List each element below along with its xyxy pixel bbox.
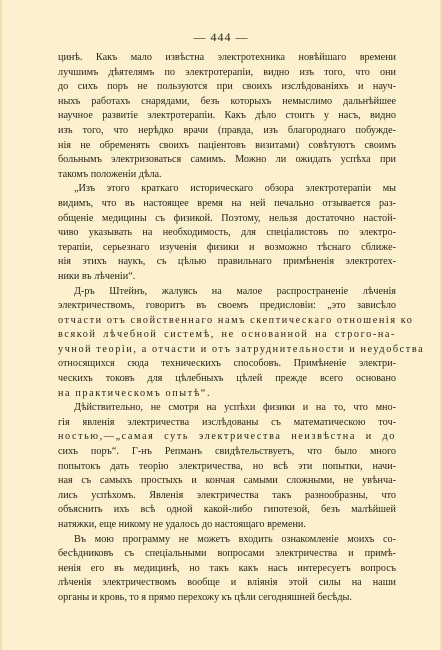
text-line: органы и кровь, то я прямо перехожу къ цѣли сегодняшней бесѣды. [58,591,352,603]
text-line: бесѣдниковъ съ спеціальными вопросами электричества и примѣ- [58,548,396,560]
text-line: Дѣйствительно, не смотря на успѣхи физики и на то, что мно- [74,402,396,414]
text-line: ныхъ работахъ снарядами, безъ которыхъ немыслимо дальнѣйшее [58,95,396,107]
text-line: ненія его въ медицинѣ, но такъ какъ насъ интересуетъ вопросъ [58,562,396,574]
text-line: учной теоріи, а отчасти и отъ затруднительности и неудобства [58,343,425,355]
text-line: относящихся сюда техническихъ способовъ. Примѣненіе электри- [58,358,396,370]
text-line: видимъ, что въ настоящее время на ней печально отзывается раз- [58,197,396,209]
text-line: научное развитіе электротерапіи. Какъ дѣло стоитъ у насъ, видно [58,110,396,122]
text-line: цинѣ. Какъ мало извѣстна электротехника новѣйшаго времени [58,52,396,63]
text-line: гія явленія электричества изслѣдованы съ математическою точ- [58,416,396,428]
text-line: отчасти отъ свойственнаго намъ скептическаго отношенія ко [58,314,414,326]
text-line: до сихъ поръ не пользуются при своихъ изслѣдованіяхъ и науч- [58,81,396,93]
text-line: лучшимъ дѣятелямъ по электротерапіи, видно изъ того, что они [58,66,396,78]
text-line: ностью,—„самая суть электричества неизвѣстна и до [58,431,396,443]
text-line: сихъ поръ“. Г-нъ Репманъ свидѣтельствуетъ, что было много [58,446,396,458]
text-line: изъ того, что нерѣдко врачи (правда, изъ благороднаго побужде- [58,124,396,136]
text-line: натяжки, еще никому не удалось до настоящаго времени. [58,519,306,530]
text-line: ники въ лѣченіи“. [58,270,136,282]
text-line: ная съ самыхъ простыхъ и кончая самыми сложными, не увѣнча- [58,475,396,487]
text-line: Д-ръ Штейнъ, жалуясь на малое распространеніе лѣченія [74,285,396,297]
text-line: нія не обременять своихъ паціентовъ визитами) совѣтуютъ своимъ [58,139,396,151]
text-line: такомъ положеніи дѣла. [58,168,162,180]
body-text [58,51,425,606]
text-line: общеніе медицины съ физикой. Поэтому, нельзя достаточно настой- [58,212,396,224]
text-line: попытокъ дать теорію электричества, но всѣ эти попытки, начи- [58,460,396,472]
text-line: на практическомъ опытѣ“. [58,387,212,399]
text-line: больнымъ электризоваться самимъ. Можно ли ожидать успѣха при [58,154,396,166]
text-line: Въ мою программу не можетъ входить ознакомленіе моихъ со- [74,533,396,545]
text-line: терапіи, серьезнаго изученія физики и возможно тѣснаго сближе- [58,241,396,253]
text-line: ческихъ токовъ для цѣлебныхъ цѣлей прежде всего основано [58,373,396,385]
text-line: электричествомъ, говоритъ въ своемъ предисловіи: „это зависѣло [58,300,396,312]
text-line: чиво указывать на необходимость, для спеціалистовъ по электро- [58,227,396,239]
text-line: объяснить ихъ всѣ одной какой-либо гипотезой, безъ малѣйшей [58,504,396,516]
page-number: — 444 — [193,30,249,44]
text-line: всякой лѣчебной системѣ, не основанной на строго-на- [58,329,396,341]
text-line: лѣченія электричествомъ вообще и вліянія этой силы на наши [58,577,396,589]
text-line: нія этихъ наукъ, съ цѣлью правильнаго примѣненія электротех- [58,256,396,268]
text-line: лись успѣхомъ. Явленія электричества такъ разнообразны, что [58,489,396,501]
text-line: „Изъ этого краткаго историческаго обзора электротерапіи мы [74,183,396,195]
